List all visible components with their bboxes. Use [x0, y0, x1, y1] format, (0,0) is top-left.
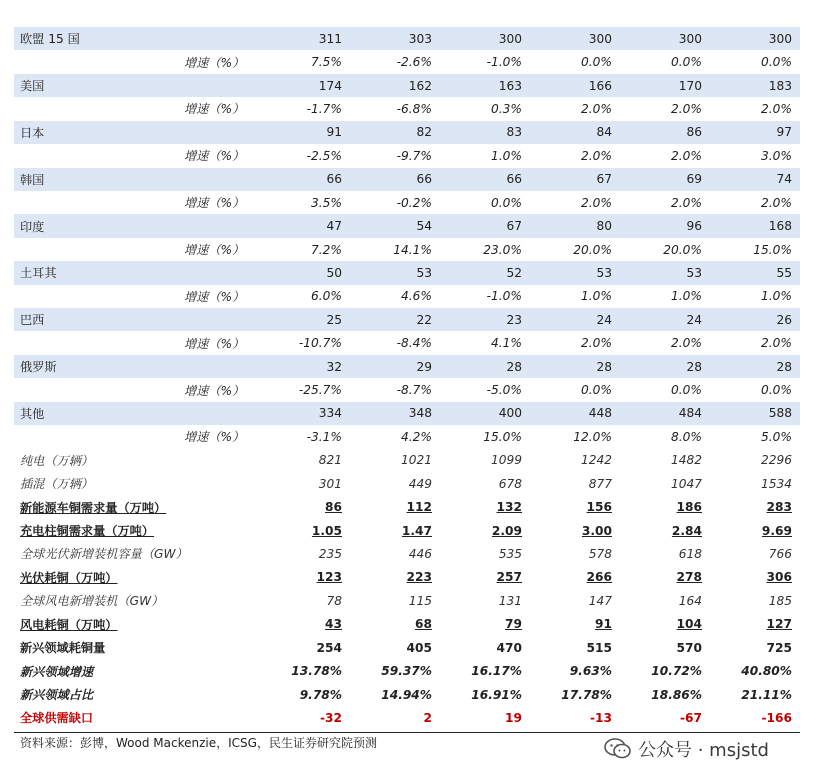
table-cell: -3.1% — [306, 429, 342, 444]
table-cell: 8.0% — [671, 429, 702, 444]
row-label: 增速（%） — [184, 289, 245, 304]
table-cell: 7.5% — [311, 55, 342, 70]
table-row — [14, 214, 800, 237]
table-cell: 66 — [506, 172, 522, 187]
table-cell: -8.4% — [396, 336, 432, 351]
table-row — [14, 168, 800, 191]
table-cell: 18.86% — [651, 687, 702, 702]
table-cell: 446 — [408, 546, 432, 561]
table-cell: 183 — [768, 78, 792, 93]
table-cell: 334 — [318, 406, 342, 421]
table-cell: 4.2% — [401, 429, 432, 444]
table-cell: 1047 — [670, 476, 702, 491]
table-cell: 9.63% — [569, 664, 612, 679]
row-label: 新兴领域占比 — [20, 688, 94, 703]
table-cell: 4.1% — [491, 336, 522, 351]
table-cell: 0.0% — [761, 55, 792, 70]
table-cell: 23 — [506, 312, 522, 327]
row-label: 全球供需缺口 — [20, 711, 94, 726]
table-cell: 311 — [318, 31, 342, 46]
table-cell: 7.2% — [311, 242, 342, 257]
row-label: 全球光伏新增装机容量（GW） — [20, 547, 188, 562]
table-cell: -166 — [761, 710, 792, 725]
table-cell: 28 — [776, 359, 792, 374]
table-cell: 1482 — [670, 453, 702, 468]
table-cell: 300 — [498, 31, 522, 46]
table-cell: 12.0% — [573, 429, 612, 444]
table-row — [14, 589, 800, 612]
table-cell: 6.0% — [311, 289, 342, 304]
table-row — [14, 74, 800, 97]
table-cell: 53 — [416, 265, 432, 280]
table-cell: 1242 — [580, 453, 612, 468]
table-cell: -13 — [589, 710, 612, 725]
table-cell: 9.69 — [761, 523, 792, 538]
table-row — [14, 425, 800, 448]
table-cell: 0.0% — [671, 383, 702, 398]
row-label: 增速（%） — [184, 102, 245, 117]
table-cell: 80 — [596, 219, 612, 234]
table-cell: 15.0% — [753, 242, 792, 257]
table-cell: 570 — [676, 640, 702, 655]
table-cell: 43 — [325, 617, 342, 632]
table-row — [14, 331, 800, 354]
row-label: 美国 — [20, 79, 45, 94]
table-cell: 79 — [505, 617, 522, 632]
table-cell: 235 — [318, 546, 342, 561]
table-row — [14, 191, 800, 214]
table-cell: -10.7% — [298, 336, 342, 351]
table-cell: 26 — [776, 312, 792, 327]
table-cell: 86 — [325, 500, 342, 515]
table-cell: 1.0% — [581, 289, 612, 304]
table-cell: -1.7% — [306, 101, 342, 116]
table-cell: 535 — [498, 546, 522, 561]
row-label: 日本 — [20, 125, 45, 140]
table-cell: 618 — [678, 546, 702, 561]
table-cell: 0.0% — [761, 383, 792, 398]
table-cell: 82 — [416, 125, 432, 140]
row-label: 韩国 — [20, 172, 45, 187]
row-label: 增速（%） — [184, 430, 245, 445]
table-row — [14, 472, 800, 495]
table-row — [14, 402, 800, 425]
row-label: 纯电（万辆） — [20, 453, 94, 468]
table-cell: 22 — [416, 312, 432, 327]
table-cell: -2.6% — [396, 55, 432, 70]
table-cell: 283 — [766, 500, 792, 515]
table-row — [14, 495, 800, 518]
table-cell: -1.0% — [486, 55, 522, 70]
table-cell: 16.91% — [471, 687, 522, 702]
table-cell: 66 — [416, 172, 432, 187]
row-label: 其他 — [20, 406, 45, 421]
table-cell: 53 — [686, 265, 702, 280]
table-cell: 254 — [316, 640, 342, 655]
table-cell: 84 — [596, 125, 612, 140]
table-row — [14, 285, 800, 308]
table-cell: 2.0% — [671, 336, 702, 351]
table-cell: 223 — [406, 570, 432, 585]
table-cell: 86 — [686, 125, 702, 140]
table-cell: 174 — [318, 78, 342, 93]
row-label: 增速（%） — [184, 196, 245, 211]
row-label: 全球风电新增装机（GW） — [20, 594, 164, 609]
table-cell: 40.80% — [741, 664, 792, 679]
table-cell: 678 — [498, 476, 522, 491]
table-cell: 115 — [408, 593, 432, 608]
row-label: 增速（%） — [184, 55, 245, 70]
table-cell: -0.2% — [396, 195, 432, 210]
table-cell: 515 — [586, 640, 612, 655]
table-cell: 14.1% — [393, 242, 432, 257]
table-cell: 91 — [595, 617, 612, 632]
table-cell: 53 — [596, 265, 612, 280]
source-note: 资料来源：彭博，Wood Mackenzie，ICSG，民生证券研究院预测 — [20, 736, 377, 750]
table-cell: 132 — [496, 500, 522, 515]
table-row — [14, 50, 800, 73]
table-cell: -6.8% — [396, 101, 432, 116]
table-cell: 300 — [588, 31, 612, 46]
table-cell: 1534 — [760, 476, 792, 491]
table-cell: 168 — [768, 219, 792, 234]
table-cell: 185 — [768, 593, 792, 608]
table-cell: 470 — [496, 640, 522, 655]
table-cell: 0.0% — [581, 55, 612, 70]
table-cell: 2.09 — [491, 523, 522, 538]
table-cell: 578 — [588, 546, 612, 561]
table-cell: 300 — [768, 31, 792, 46]
table-cell: 74 — [776, 172, 792, 187]
table-cell: 91 — [326, 125, 342, 140]
table-cell: 166 — [588, 78, 612, 93]
table-row — [14, 613, 800, 636]
table-row — [14, 378, 800, 401]
table-cell: 2.0% — [761, 101, 792, 116]
table-cell: 2.0% — [671, 148, 702, 163]
table-cell: 1021 — [400, 453, 432, 468]
table-cell: 66 — [326, 172, 342, 187]
table-cell: 127 — [766, 617, 792, 632]
table-cell: 348 — [408, 406, 432, 421]
table-cell: 3.5% — [311, 195, 342, 210]
table-row — [14, 27, 800, 50]
table-cell: 2.0% — [671, 195, 702, 210]
table-cell: 20.0% — [573, 242, 612, 257]
table-row — [14, 706, 800, 729]
row-label: 新兴领域耗铜量 — [20, 641, 106, 656]
table-cell: 97 — [776, 125, 792, 140]
table-cell: -1.0% — [486, 289, 522, 304]
table-row — [14, 636, 800, 659]
table-cell: 821 — [318, 453, 342, 468]
table-cell: 4.6% — [401, 289, 432, 304]
table-row — [14, 97, 800, 120]
table-cell: -9.7% — [396, 148, 432, 163]
table-cell: 16.17% — [471, 664, 522, 679]
table-cell: 257 — [496, 570, 522, 585]
table-cell: 2.84 — [671, 523, 702, 538]
table-cell: 25 — [326, 312, 342, 327]
row-label: 增速（%） — [184, 336, 245, 351]
row-label: 充电柱铜需求量（万吨） — [20, 524, 155, 539]
table-cell: 156 — [586, 500, 612, 515]
table-cell: 50 — [326, 265, 342, 280]
table-cell: 55 — [776, 265, 792, 280]
table-cell: 164 — [678, 593, 702, 608]
row-label: 欧盟 15 国 — [20, 32, 80, 47]
table-cell: -8.7% — [396, 383, 432, 398]
table-cell: 766 — [768, 546, 792, 561]
table-cell: 162 — [408, 78, 432, 93]
table-cell: 2.0% — [761, 336, 792, 351]
table-cell: 725 — [766, 640, 792, 655]
table-cell: 2.0% — [671, 101, 702, 116]
table-cell: 3.0% — [761, 148, 792, 163]
table-cell: 301 — [318, 476, 342, 491]
table-cell: 20.0% — [663, 242, 702, 257]
table-cell: 1.0% — [761, 289, 792, 304]
table-cell: 2 — [423, 710, 432, 725]
table-cell: 21.11% — [741, 687, 792, 702]
row-label: 插混（万辆） — [20, 477, 94, 492]
row-label: 风电耗铜（万吨） — [20, 617, 118, 632]
copper-demand-table — [14, 27, 800, 730]
table-cell: 5.0% — [761, 429, 792, 444]
table-cell: 1.0% — [671, 289, 702, 304]
table-cell: 448 — [588, 406, 612, 421]
table-cell: 2296 — [760, 453, 792, 468]
table-row — [14, 659, 800, 682]
table-cell: 303 — [408, 31, 432, 46]
table-cell: 69 — [686, 172, 702, 187]
table-cell: 67 — [596, 172, 612, 187]
row-label: 新兴领域增速 — [20, 664, 94, 679]
row-label: 增速（%） — [184, 383, 245, 398]
row-label: 巴西 — [20, 313, 45, 328]
table-cell: -32 — [319, 710, 342, 725]
table-cell: 32 — [326, 359, 342, 374]
table-cell: 2.0% — [581, 148, 612, 163]
table-cell: 2.0% — [581, 101, 612, 116]
table-cell: 2.0% — [581, 195, 612, 210]
table-cell: 400 — [498, 406, 522, 421]
row-label: 印度 — [20, 219, 45, 234]
table-cell: 170 — [678, 78, 702, 93]
table-row — [14, 308, 800, 331]
table-cell: 405 — [406, 640, 432, 655]
table-cell: 877 — [588, 476, 612, 491]
table-cell: 14.94% — [381, 687, 432, 702]
table-cell: 131 — [498, 593, 522, 608]
table-row — [14, 542, 800, 565]
table-cell: 1.47 — [401, 523, 432, 538]
row-label: 土耳其 — [20, 266, 57, 281]
row-label: 增速（%） — [184, 149, 245, 164]
table-row — [14, 355, 800, 378]
table-row — [14, 261, 800, 284]
table-cell: 484 — [678, 406, 702, 421]
table-cell: 163 — [498, 78, 522, 93]
table-row — [14, 519, 800, 542]
table-cell: 15.0% — [483, 429, 522, 444]
wechat-icon — [604, 738, 632, 760]
table-cell: 112 — [406, 500, 432, 515]
table-cell: 83 — [506, 125, 522, 140]
table-cell: -2.5% — [306, 148, 342, 163]
table-cell: 278 — [676, 570, 702, 585]
table-row — [14, 683, 800, 706]
table-cell: 449 — [408, 476, 432, 491]
table-cell: 9.78% — [299, 687, 342, 702]
table-cell: 78 — [326, 593, 342, 608]
table-cell: 186 — [676, 500, 702, 515]
table-cell: 96 — [686, 219, 702, 234]
table-cell: 1.0% — [491, 148, 522, 163]
table-cell: 52 — [506, 265, 522, 280]
table-cell: 123 — [316, 570, 342, 585]
table-cell: 1.05 — [311, 523, 342, 538]
table-row — [14, 144, 800, 167]
table-cell: 13.78% — [291, 664, 342, 679]
table-cell: 0.0% — [491, 195, 522, 210]
table-cell: 17.78% — [561, 687, 612, 702]
table-cell: 300 — [678, 31, 702, 46]
table-cell: 54 — [416, 219, 432, 234]
table-row — [14, 449, 800, 472]
table-cell: -5.0% — [486, 383, 522, 398]
table-cell: -25.7% — [298, 383, 342, 398]
table-cell: 266 — [586, 570, 612, 585]
table-cell: 0.0% — [581, 383, 612, 398]
table-cell: 2.0% — [761, 195, 792, 210]
table-cell: 67 — [506, 219, 522, 234]
table-cell: 29 — [416, 359, 432, 374]
table-cell: 24 — [596, 312, 612, 327]
table-row — [14, 566, 800, 589]
table-cell: 28 — [506, 359, 522, 374]
table-cell: 306 — [766, 570, 792, 585]
row-label: 俄罗斯 — [20, 360, 57, 375]
table-cell: 24 — [686, 312, 702, 327]
table-cell: 10.72% — [651, 664, 702, 679]
table-cell: 47 — [326, 219, 342, 234]
table-cell: 104 — [676, 617, 702, 632]
table-cell: 19 — [505, 710, 522, 725]
table-cell: 0.0% — [671, 55, 702, 70]
table-cell: 1099 — [490, 453, 522, 468]
table-row — [14, 121, 800, 144]
row-label: 新能源车铜需求量（万吨） — [20, 500, 167, 515]
watermark — [604, 738, 769, 760]
table-cell: 2.0% — [581, 336, 612, 351]
table-cell: 23.0% — [483, 242, 522, 257]
table-cell: 0.3% — [491, 101, 522, 116]
table-cell: 28 — [596, 359, 612, 374]
source-divider — [14, 732, 800, 733]
table-cell: 59.37% — [381, 664, 432, 679]
table-cell: 3.00 — [581, 523, 612, 538]
table-cell: 588 — [768, 406, 792, 421]
row-label: 增速（%） — [184, 243, 245, 257]
table-cell: 28 — [686, 359, 702, 374]
row-label: 光伏耗铜（万吨） — [20, 570, 118, 585]
table-cell: 68 — [415, 617, 432, 632]
table-cell: 147 — [588, 593, 612, 608]
watermark-text: 公众号 · msjstd — [638, 740, 769, 761]
table-cell: -67 — [679, 710, 702, 725]
table-row — [14, 238, 800, 261]
